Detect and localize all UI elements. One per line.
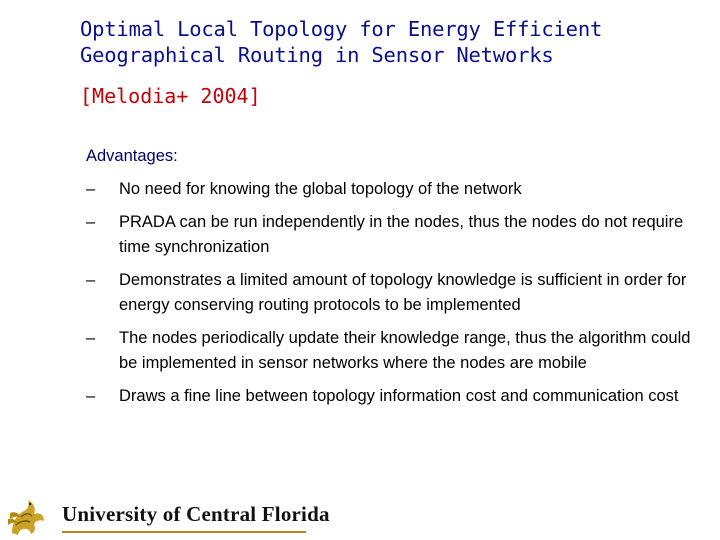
bullet-marker: – xyxy=(86,386,96,405)
university-logo xyxy=(6,495,330,539)
bullet-marker: – xyxy=(86,270,96,289)
list-item-text: Draws a fine line between topology information cost and communication cost xyxy=(119,386,679,405)
section-heading-label: Advantages xyxy=(86,147,174,165)
pegasus-icon xyxy=(6,495,48,537)
list-item-text: PRADA can be run independently in the nodes, thus the nodes do not require time synchronization xyxy=(119,212,684,256)
title-line-1: Optimal Local Topology for Energy Efficient xyxy=(80,17,603,41)
list-item xyxy=(86,268,706,319)
list-item xyxy=(86,177,706,203)
slide-title xyxy=(80,16,700,68)
university-name: University of Central Florida xyxy=(62,502,330,526)
section-heading xyxy=(86,147,178,166)
list-item-text: The nodes periodically update their knowledge range, thus the algorithm could be implemented in sensor networks where the nodes are mobile xyxy=(119,328,691,372)
advantages-list xyxy=(86,177,706,416)
list-item xyxy=(86,384,706,410)
bullet-marker: – xyxy=(86,328,96,347)
bullet-marker: – xyxy=(86,212,96,231)
logo-underline xyxy=(62,531,306,533)
list-item-text: No need for knowing the global topology of the network xyxy=(119,180,522,198)
citation-subtitle: [Melodia+ 2004] xyxy=(80,84,261,108)
list-item-text: Demonstrates a limited amount of topology knowledge is sufficient in order for energy conserving routing protocols to be implemented xyxy=(119,270,687,314)
section-heading-colon: : xyxy=(173,147,178,165)
bullet-marker: – xyxy=(86,180,96,198)
title-line-2: Geographical Routing in Sensor Networks xyxy=(80,43,554,67)
list-item xyxy=(86,326,706,377)
list-item xyxy=(86,210,706,261)
